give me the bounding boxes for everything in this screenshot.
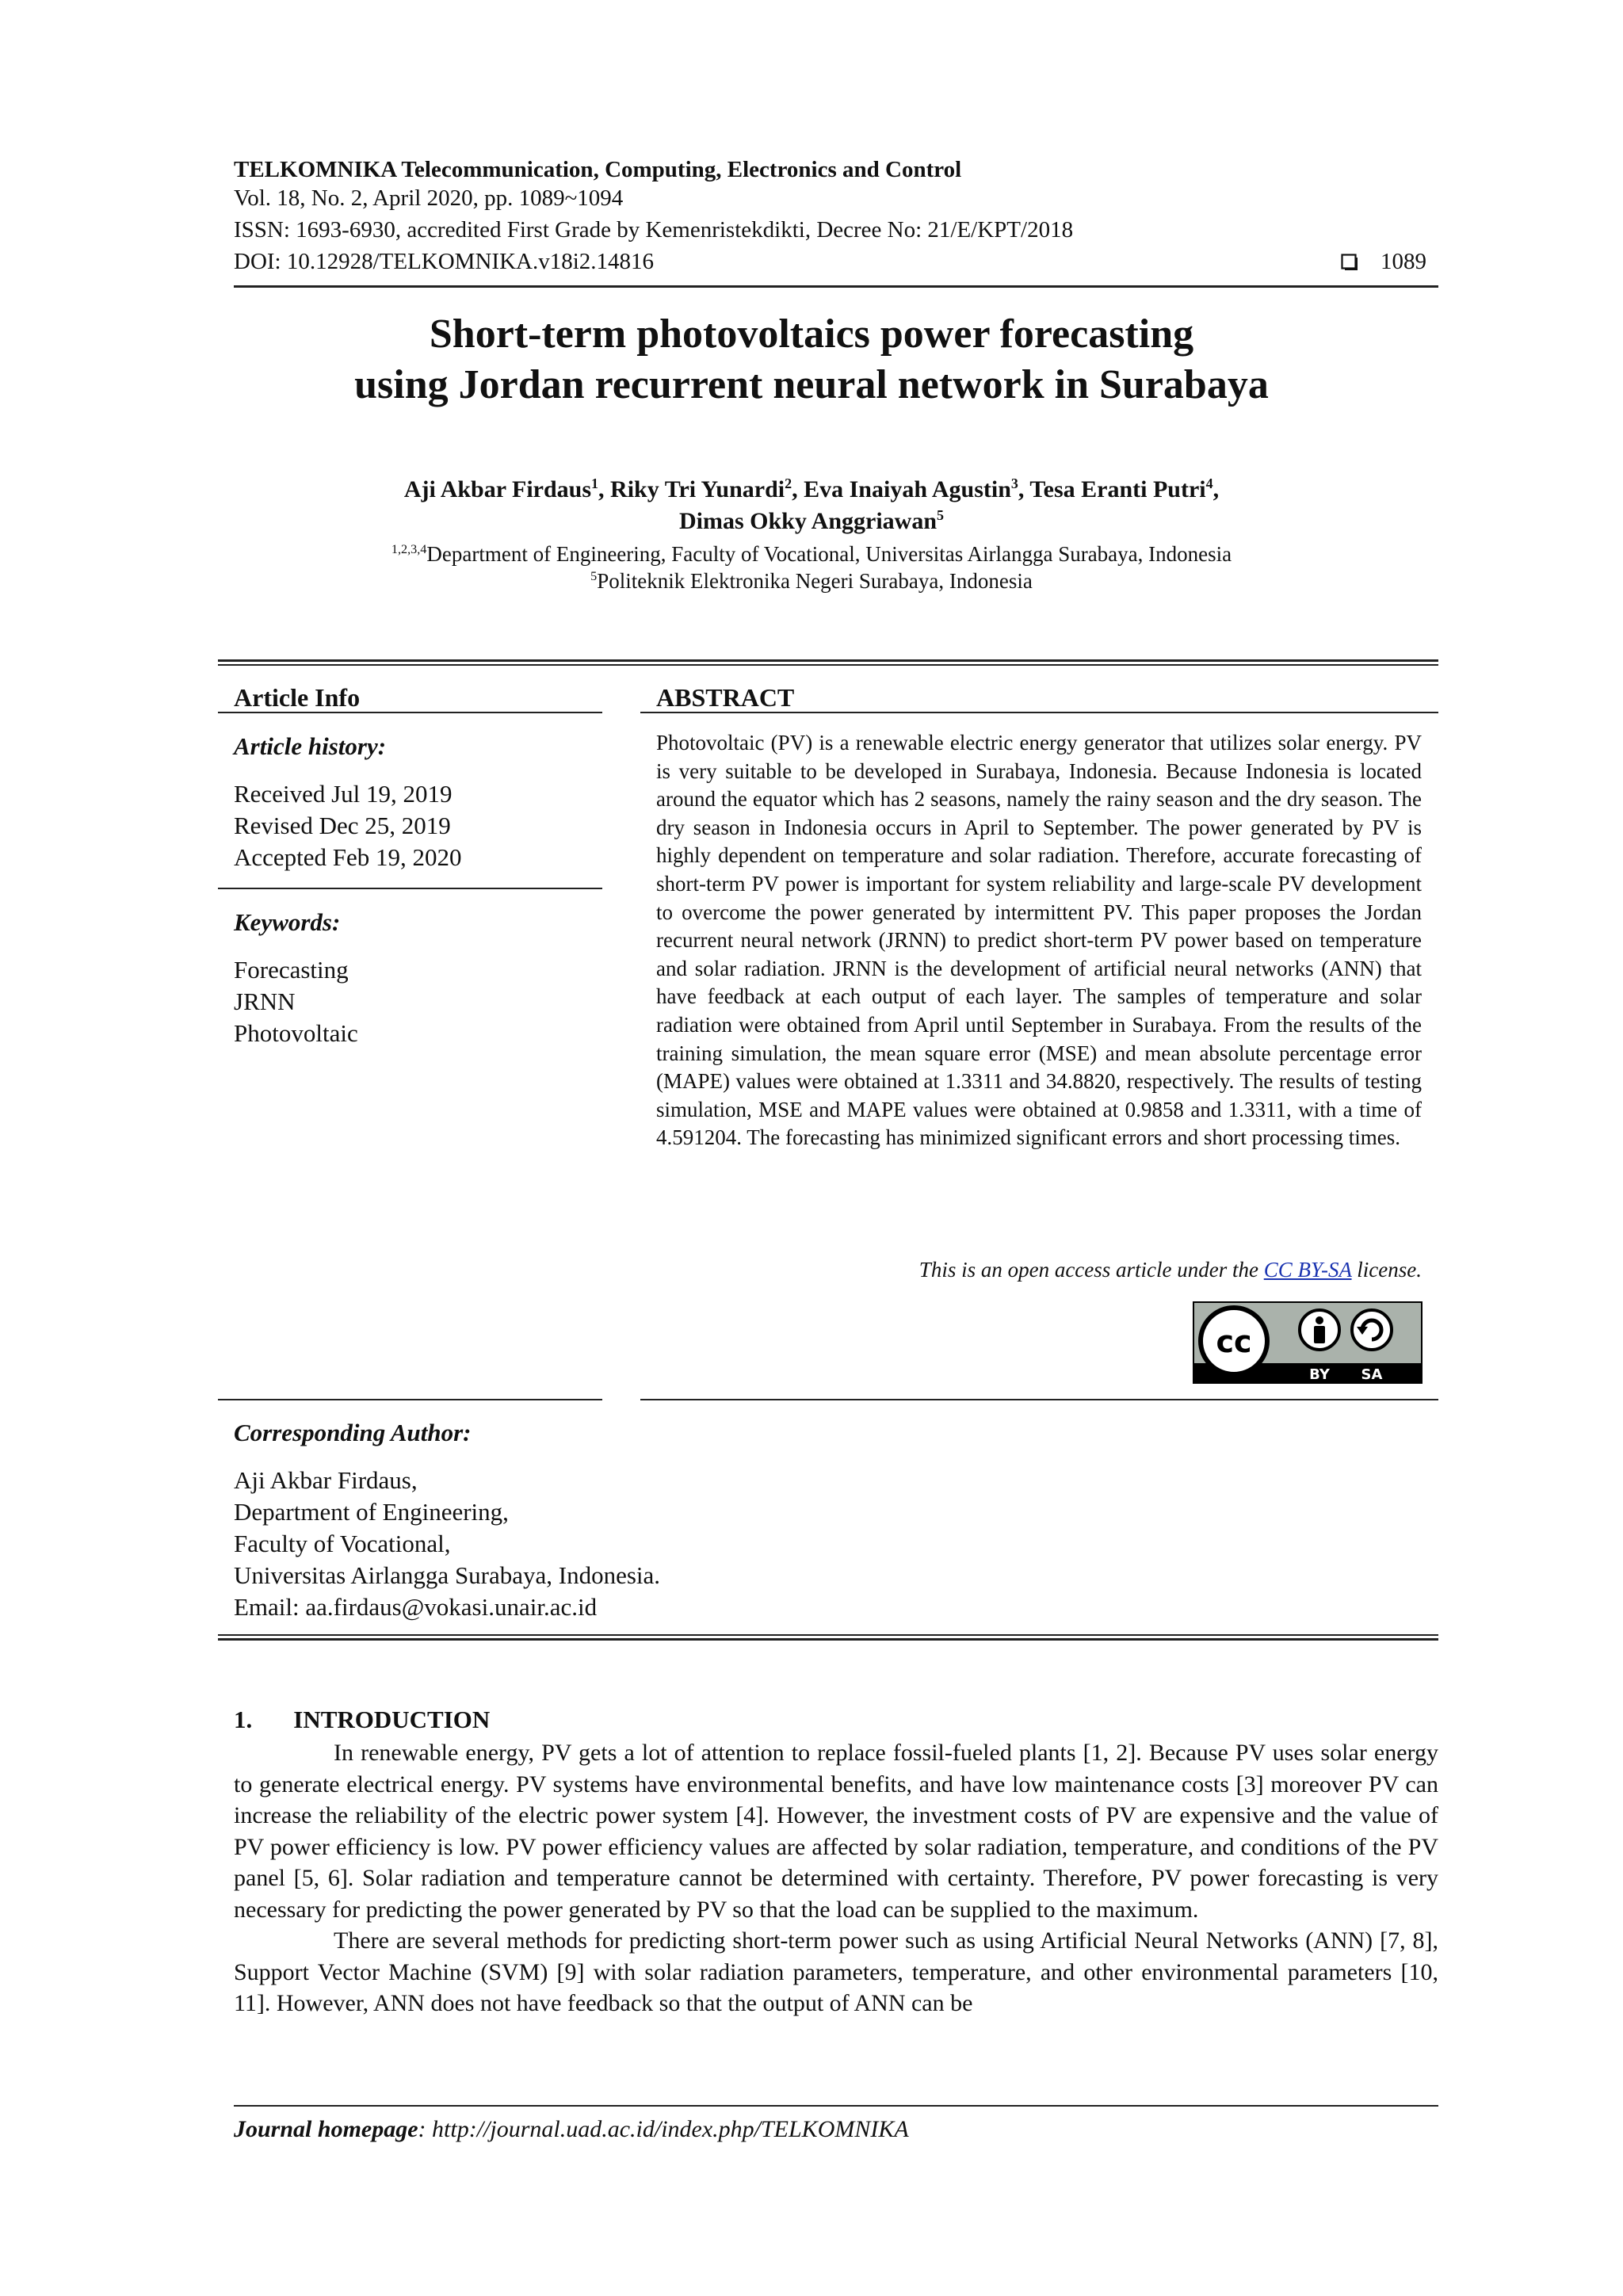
affiliation-1	[0, 541, 1623, 567]
intro-title: INTRODUCTION	[293, 1706, 491, 1733]
author-4-sup: 4	[1205, 476, 1213, 491]
affiliation-1-sup: 1,2,3,4	[391, 542, 427, 556]
author-2-sup: 2	[785, 476, 792, 491]
homepage-sep: :	[418, 2116, 433, 2142]
affiliation-2	[0, 567, 1623, 594]
intro-number: 1.	[234, 1706, 253, 1733]
license-link[interactable]: CC BY-SA	[1263, 1258, 1352, 1282]
accepted-date: Accepted Feb 19, 2020	[234, 843, 462, 871]
share-alike-icon	[1352, 1310, 1392, 1350]
article-info-bottom-rule	[218, 1399, 602, 1400]
corresponding-faculty: Faculty of Vocational,	[234, 1530, 451, 1557]
intro-body	[234, 1737, 1438, 2019]
author-3: Eva Inaiyah Agustin	[804, 476, 1011, 502]
page-number: 1089	[1381, 249, 1426, 274]
cc-label: cc	[1216, 1324, 1252, 1359]
paper-title	[0, 309, 1623, 411]
issn-info: ISSN: 1693-6930, accredited First Grade by Kemenristekdikti, Decree No: 21/E/KPT/2018	[234, 217, 1074, 243]
corresponding-email: Email: aa.firdaus@vokasi.unair.ac.id	[234, 1593, 598, 1621]
homepage-url[interactable]: http://journal.uad.ac.id/index.php/TELKOMNIKA	[432, 2116, 909, 2142]
license-statement	[919, 1256, 1422, 1283]
abstract-rule	[640, 712, 1438, 713]
journal-homepage	[234, 2116, 909, 2143]
footer-rule	[234, 2105, 1438, 2107]
keyword-item: Photovoltaic	[234, 1019, 358, 1047]
corresponding-univ: Universitas Airlangga Surabaya, Indonesia.	[234, 1561, 661, 1589]
article-info-heading: Article Info	[234, 683, 361, 712]
author-1: Aji Akbar Firdaus	[403, 476, 592, 502]
header-rule	[234, 285, 1438, 288]
received-date: Received Jul 19, 2019	[234, 780, 453, 808]
author-1-sup: 1	[591, 476, 599, 491]
abstract-bottom-rule	[640, 1399, 1438, 1400]
info-bottom-rule	[218, 1638, 1438, 1641]
journal-name: TELKOMNIKA Telecommunication, Computing, Electronics and Control	[234, 157, 962, 182]
author-list: Aji Akbar Firdaus$^1$, Riky Tri Yunardi$^2$, Eva Inaiyah Agustin$^3$, Tesa Eranti Putri$^4$, Dimas Okky Anggriawan$^5$	[403, 476, 1220, 534]
homepage-label: Journal homepage	[234, 2116, 418, 2142]
keywords-heading: Keywords:	[234, 908, 341, 936]
doi-info: DOI: 10.12928/TELKOMNIKA.v18i2.14816	[234, 249, 655, 274]
intro-paragraph-2: There are several methods for predicting short-term power such as using Artificial Neural Networks (ANN) [7, 8], Support Vector Machine (SVM) [9] with solar radiation parameters, temperature, and other environmental parameters [10, 11]. However, ANN does not have feedback so that the output of ANN can be	[234, 1927, 1438, 2016]
license-prefix: This is an open access article under the	[918, 1258, 1264, 1282]
affiliation-2-text: Politeknik Elektronika Negeri Surabaya, Indonesia	[597, 569, 1033, 593]
info-bottom-rule-thin	[218, 1634, 1438, 1636]
abstract-text: Photovoltaic (PV) is a renewable electric energy generator that utilizes solar energy. PV is very suitable to be developed in Surabaya, Indonesia. Because Indonesia is located around the equator which has 2 seasons, namely the rainy season and the dry season. The dry season in Indonesia occurs in April to September. The power generated by PV is highly dependent on temperature and solar radiation. Therefore, accurate forecasting of short-term PV power is important for system reliability and large-scale PV development to overcome the power generated by intermittent PV. This paper proposes the Jordan recurrent neural network (JRNN) to predict short-term PV power based on temperature and solar radiation. JRNN is the development of artificial neural networks (ANN) that have feedback at each output of each layer. The samples of temperature and solar radiation were obtained from April until September in Surabaya. From the results of the training simulation, the mean square error (MSE) and mean absolute percentage error (MAPE) values were obtained at 1.3311 and 34.8820, respectively. The results of testing simulation, MSE and MAPE values were obtained at 0.9858 and 1.3311, with a time of 4.591204. The forecasting has minimized significant errors and short processing times.	[656, 731, 1422, 1150]
info-top-rule	[218, 659, 1438, 662]
corresponding-dept: Department of Engineering,	[234, 1498, 509, 1526]
history-rule	[218, 888, 602, 889]
keyword-item: JRNN	[234, 988, 296, 1015]
by-label: BY	[1309, 1366, 1330, 1383]
by-person-icon	[1300, 1310, 1339, 1350]
corresponding-heading: Corresponding Author:	[234, 1419, 472, 1446]
corresponding-name: Aji Akbar Firdaus,	[234, 1466, 418, 1494]
info-top-rule-thin	[218, 664, 1438, 666]
author-5: Dimas Okky Anggriawan	[678, 508, 938, 534]
box-icon	[1341, 254, 1358, 271]
abstract-heading: ABSTRACT	[656, 683, 795, 712]
sa-label: SA	[1361, 1366, 1383, 1383]
article-history-heading: Article history:	[234, 732, 387, 760]
author-5-sup: 5	[937, 507, 945, 523]
author-2: Riky Tri Yunardi	[610, 476, 785, 502]
intro-paragraph-1: In renewable energy, PV gets a lot of attention to replace fossil-fueled plants [1, 2]. Because PV uses solar energy to generate electrical energy. PV systems have environmental benefits, and have low maintenance costs [3] moreover PV can increase the reliability of the electric power system [4]. However, the investment costs of PV are expensive and the value of PV power efficiency is low. PV power efficiency values are affected by solar radiation, temperature, and conditions of the PV panel [5, 6]. Solar radiation and temperature cannot be determined with certainty. Therefore, PV power forecasting is very necessary for predicting the power generated by PV so that the load can be supplied to the maximum.	[234, 1740, 1438, 1923]
keyword-item: Forecasting	[234, 956, 349, 984]
intro-heading	[234, 1706, 490, 1734]
cc-by-sa-badge[interactable]	[1193, 1301, 1423, 1384]
license-suffix: license.	[1351, 1258, 1422, 1282]
affiliation-1-text: Department of Engineering, Faculty of Vocational, Universitas Airlangga Surabaya, Indonesia	[426, 542, 1232, 566]
revised-date: Revised Dec 25, 2019	[234, 812, 451, 839]
author-4: Tesa Eranti Putri	[1029, 476, 1206, 502]
title-line-1: Short-term photovoltaics power forecasting	[429, 311, 1194, 357]
title-line-2: using Jordan recurrent neural network in Surabaya	[354, 362, 1269, 407]
article-info-rule	[218, 712, 602, 713]
affiliation-2-sup: 5	[590, 569, 598, 583]
author-3-sup: 3	[1010, 476, 1018, 491]
volume-info: Vol. 18, No. 2, April 2020, pp. 1089~1094	[234, 185, 624, 211]
cc-icon	[1201, 1308, 1267, 1374]
